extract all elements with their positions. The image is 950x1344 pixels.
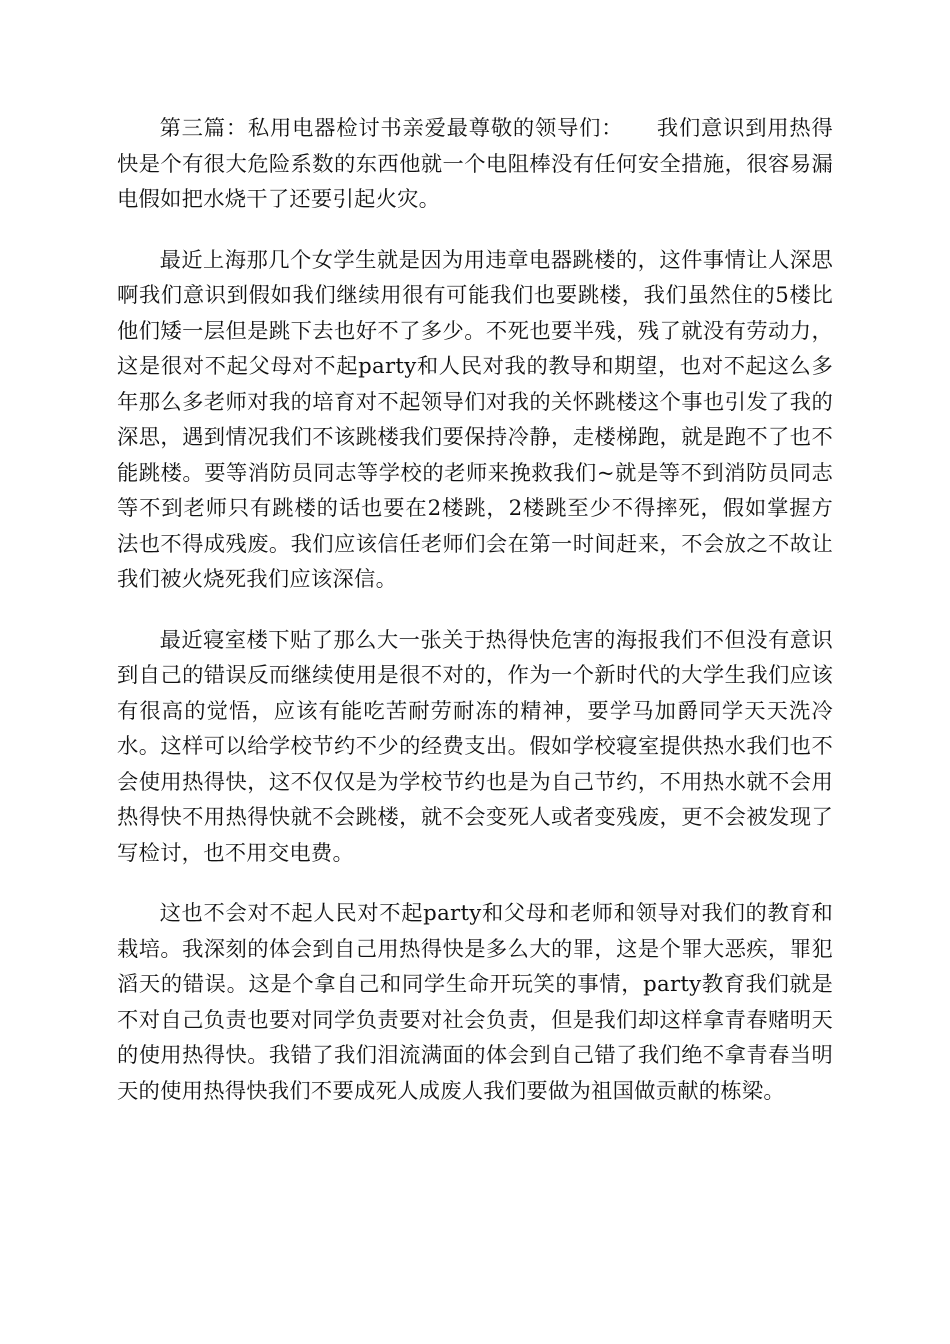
paragraph-1: 第三篇：私用电器检讨书亲爱最尊敬的领导们： 我们意识到用热得快是个有很大危险系数的东西他就一个电阻棒没有任何安全措施，很容易漏电假如把水烧干了还要引起火灾。 [117, 116, 833, 212]
paragraph-3: 最近寝室楼下贴了那么大一张关于热得快危害的海报我们不但没有意识到自己的错误反而继续使用是很不对的，作为一个新时代的大学生我们应该有很高的觉悟，应该有能吃苦耐劳耐冻的精神，要学马加爵同学天天洗冷水。这样可以给学校节约不少的经费支出。假如学校寝室提供热水我们也不会使用热得快，这不仅仅是为学校节约也是为自己节约，不用热水就不会用热得快不用热得快就不会跳楼，就不会变死人或者变残废，更不会被发现了写检讨，也不用交电费。 [117, 627, 833, 866]
document-body [117, 111, 833, 1109]
paragraph-4: 这也不会对不起人民对不起party和父母和老师和领导对我们的教育和栽培。我深刻的体会到自己用热得快是多么大的罪，这是个罪大恶疾，罪犯滔天的错误。这是个拿自己和同学生命开玩笑的事情，party教育我们就是不对自己负责也要对同学负责要对社会负责，但是我们却这样拿青春赌明天的使用热得快。我错了我们泪流满面的体会到自己错了我们绝不拿青春当明天的使用热得快我们不要成死人成废人我们要做为祖国做贡献的栋梁。 [117, 901, 833, 1104]
paragraph-2: 最近上海那几个女学生就是因为用违章电器跳楼的，这件事情让人深思啊我们意识到假如我们继续用很有可能我们也要跳楼，我们虽然住的5楼比他们矮一层但是跳下去也好不了多少。不死也要半残，残了就没有劳动力，这是很对不起父母对不起party和人民对我的教导和期望，也对不起这么多年那么多老师对我的培育对不起领导们对我的关怀跳楼这个事也引发了我的深思，遇到情况我们不该跳楼我们要保持冷静，走楼梯跑，就是跑不了也不能跳楼。要等消防员同志等学校的老师来挽救我们~就是等不到消防员同志等不到老师只有跳楼的话也要在2楼跳，2楼跳至少不得摔死，假如掌握方法也不得成残废。我们应该信任老师们会在第一时间赶来，不会放之不故让我们被火烧死我们应该深信。 [117, 247, 833, 592]
